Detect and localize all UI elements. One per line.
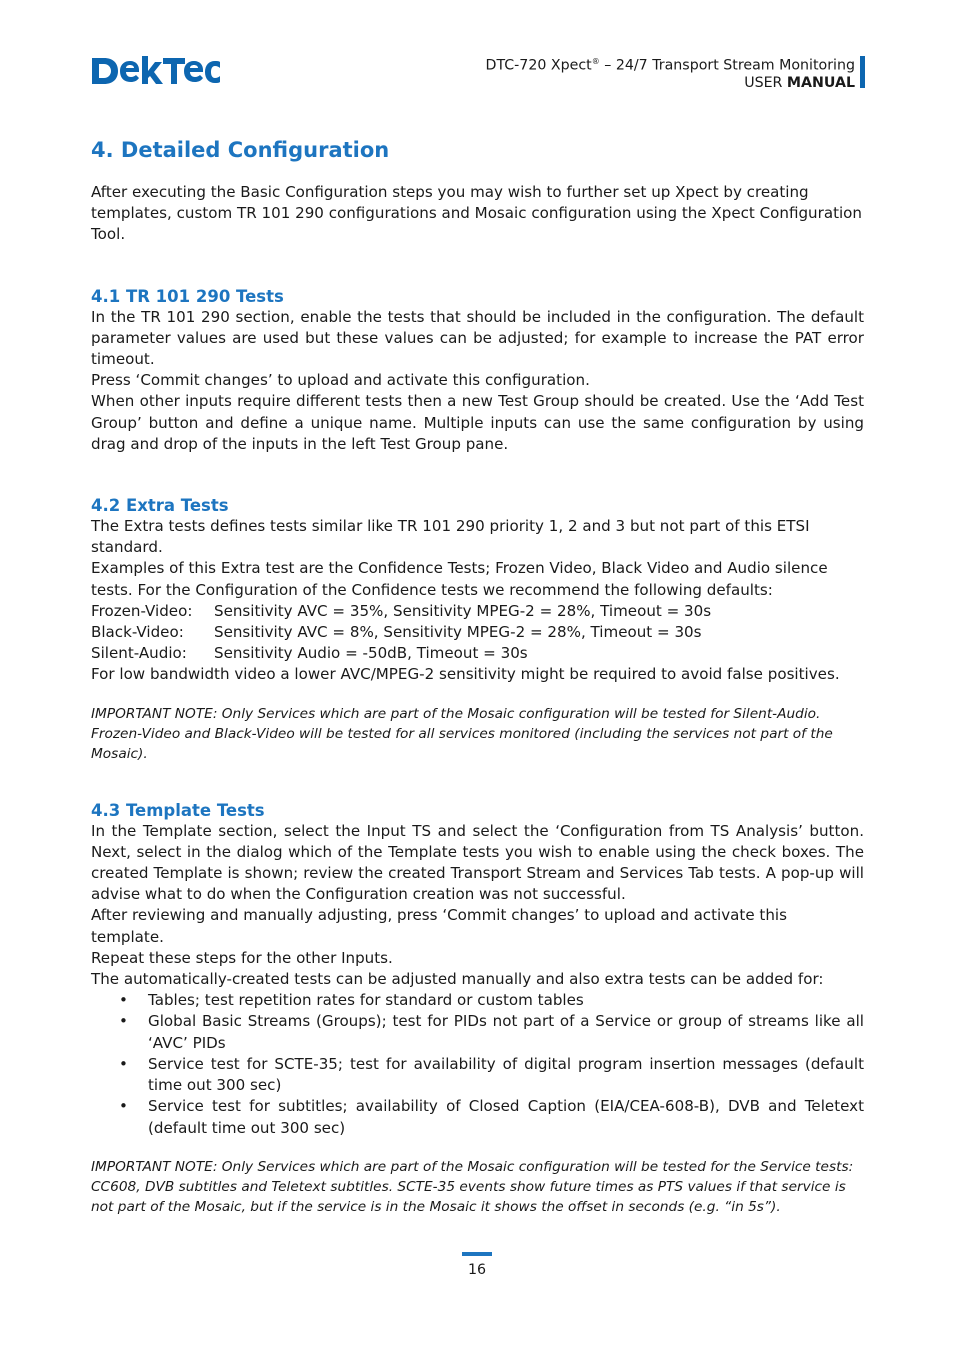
paragraph: The Extra tests defines tests similar like TR 101 290 priority 1, 2 and 3 but not part of this ETSI standard. (91, 517, 810, 557)
page-number: 16 (467, 1262, 487, 1278)
paragraph: In the TR 101 290 section, enable the tests that should be included in the configuration. The default parameter values are used but these values can be adjusted; for example to increase the PAT error timeout. (91, 307, 864, 369)
list-item: • Tables; test repetition rates for standard or custom tables (119, 991, 584, 1010)
important-note: IMPORTANT NOTE: Only Services which are part of the Mosaic configuration will be tested for Silent-Audio. Frozen-Video and Black-Video will be tested for all services monitored (including the services not part of the Mosaic). (91, 705, 833, 762)
paragraph: In the Template section, select the Input TS and select the ‘Configuration from TS Analysis’ button. Next, select in the dialog which of the Template tests you wish to enable using the check boxes. The created Template is shown; review the created Transport Stream and Services Tab tests. A pop-up will advise what to do when the Configuration creation was not successful. (91, 821, 864, 904)
extra-tests-list (91, 990, 864, 1138)
list-item: • Service test for subtitles; availability of Closed Caption (EIA/CEA-608-B), DVB and Teletext (default time out 300 sec) (119, 1097, 864, 1137)
list-item: • Service test for SCTE-35; test for availability of digital program insertion messages (default time out 300 sec) (119, 1054, 864, 1095)
paragraph: After reviewing and manually adjusting, press ‘Commit changes’ to upload and activate this template. (91, 906, 787, 946)
paragraph: Examples of this Extra test are the Confidence Tests; Frozen Video, Black Video and Audio silence tests. For the Configuration of the Confidence tests we recommend the following defaults: (91, 559, 828, 599)
dektec-logo (90, 52, 220, 90)
section-intro: After executing the Basic Configuration steps you may wish to further set up Xpect by creating templates, custom TR 101 290 configurations and Mosaic configuration using the Xpect Configuration Tool. (91, 183, 862, 244)
header-product-line: DTC-720 Xpect® – 24/7 Transport Stream Monitoring (485, 57, 855, 74)
section-title: 4. Detailed Configuration (91, 138, 390, 162)
paragraph: The automatically-created tests can be adjusted manually and also extra tests can be added for: (91, 970, 824, 989)
paragraph: When other inputs require different tests then a new Test Group should be created. Use the ‘Add Test Group’ button and define a unique name. Multiple inputs can use the same configuration by using drag and drop of the inputs in the left Test Group pane. (91, 392, 864, 453)
paragraph: Repeat these steps for the other Inputs. (91, 948, 393, 967)
page-number-bar (462, 1252, 492, 1256)
default-row: Frozen-Video: Sensitivity AVC = 35%, Sensitivity MPEG-2 = 28%, Timeout = 30s (91, 601, 712, 620)
subsection-title-template-tests: 4.3 Template Tests (91, 800, 265, 820)
header-title-block (486, 53, 855, 92)
list-item: • Global Basic Streams (Groups); test for PIDs not part of a Service or group of streams like all ‘AVC’ PIDs (119, 1012, 864, 1052)
subsection-title-extra-tests: 4.2 Extra Tests (91, 496, 229, 516)
paragraph: Press ‘Commit changes’ to upload and activate this configuration. (91, 371, 590, 390)
subsection-title-tr101290: 4.1 TR 101 290 Tests (91, 286, 284, 306)
default-row: Black-Video: Sensitivity AVC = 8%, Sensitivity MPEG-2 = 28%, Timeout = 30s (91, 623, 702, 642)
paragraph: For low bandwidth video a lower AVC/MPEG-2 sensitivity might be required to avoid false positives. (91, 665, 840, 684)
default-row: Silent-Audio: Sensitivity Audio = -50dB, Timeout = 30s (91, 644, 528, 663)
header-manual-line: USER MANUAL (744, 74, 855, 91)
header-accent-bar (860, 56, 865, 88)
main-content (91, 136, 864, 1217)
important-note: IMPORTANT NOTE: Only Services which are part of the Mosaic configuration will be tested for the Service tests: CC608, DVB subtitles and Teletext subtitles. SCTE-35 events show future times as PTS values if that service is not part of the Mosaic, but if the service is in the Mosaic it shows the offset in seconds (e.g. “in 5s”). (91, 1158, 854, 1215)
